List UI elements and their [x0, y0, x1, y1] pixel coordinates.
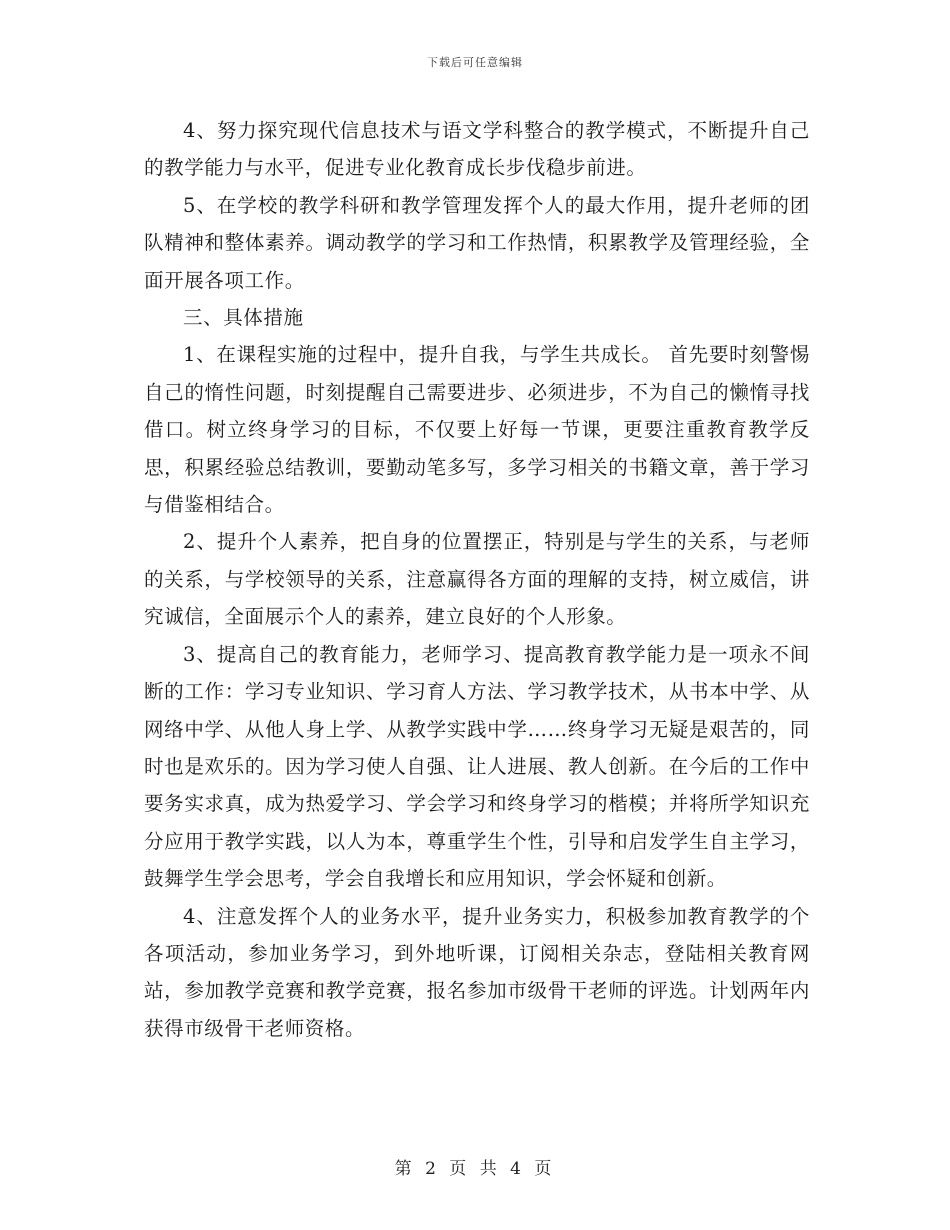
paragraph-measure-4: 4、注意发挥个人的业务水平，提升业务实力，积极参加教育教学的个各项活动，参加业务学习，到外地听课，订阅相关杂志，登陆相关教育网站，参加教学竞赛和教学竞赛，报名参加市级骨干老师的评选。计划两年内获得市级骨干老师资格。 [144, 904, 810, 1040]
page-number-footer: 第 2 页 共 4 页 [394, 1159, 556, 1179]
page-body [144, 112, 810, 1047]
paragraph-measure-1: 1、在课程实施的过程中，提升自我，与学生共成长。 首先要时刻警惕自己的惰性问题，时刻提醒自己需要进步、必须进步，不为自己的懒惰寻找借口。树立终身学习的目标，不仅要上好每一节课，更要注重教育教学反思，积累经验总结教训，要勤动笔多写，多学习相关的书籍文章，善于学习与借鉴相结合。 [144, 343, 810, 517]
paragraph-measure-3: 3、提高自己的教育能力，老师学习、提高教育教学能力是一项永不间断的工作：学习专业知识、学习育人方法、学习教学技术，从书本中学、从网络中学、从他人身上学、从教学实践中学……终身学习无疑是艰苦的，同时也是欢乐的。因为学习使人自强、让人进展、教人创新。在今后的工作中要务实求真，成为热爱学习、学会学习和终身学习的楷模；并将所学知识充分应用于教学实践，以人为本，尊重学生个性，引导和启发学生自主学习，鼓舞学生学会思考，学会自我增长和应用知识，学会怀疑和创新。 [144, 642, 810, 891]
paragraph-measure-2: 2、提升个人素养，把自身的位置摆正，特别是与学生的关系，与老师的关系，与学校领导的关系，注意赢得各方面的理解的支持，树立威信，讲究诚信，全面展示个人的素养，建立良好的个人形象。 [144, 530, 810, 629]
paragraph-goal-5: 5、在学校的教学科研和教学管理发挥个人的最大作用，提升老师的团队精神和整体素养。调动教学的学习和工作热情，积累教学及管理经验，全面开展各项工作。 [144, 193, 810, 292]
paragraph-goal-4: 4、努力探究现代信息技术与语文学科整合的教学模式，不断提升自己的教学能力与水平，促进专业化教育成长步伐稳步前进。 [144, 119, 810, 180]
page-header: 下载后可任意编辑 [427, 56, 523, 69]
section-heading-measures: 三、具体措施 [183, 306, 304, 330]
